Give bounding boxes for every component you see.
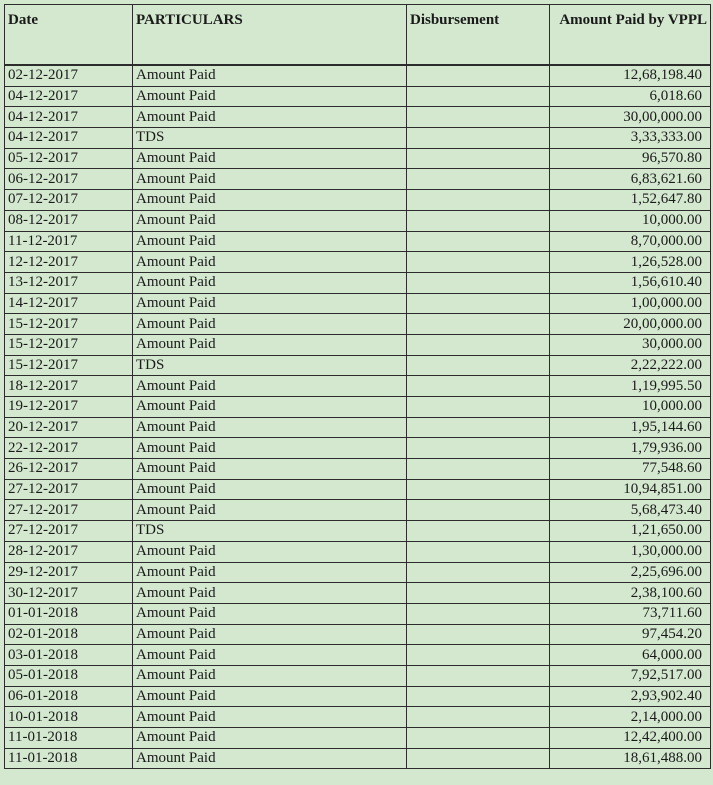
cell-particulars: Amount Paid [133, 541, 407, 562]
cell-amount: 1,30,000.00 [550, 541, 711, 562]
table-row [5, 86, 711, 107]
cell-amount: 1,26,528.00 [550, 252, 711, 273]
cell-particulars: Amount Paid [133, 645, 407, 666]
cell-date: 27-12-2017 [5, 521, 133, 542]
cell-particulars: Amount Paid [133, 624, 407, 645]
cell-date: 29-12-2017 [5, 562, 133, 583]
cell-particulars: Amount Paid [133, 252, 407, 273]
cell-amount: 64,000.00 [550, 645, 711, 666]
table-row [5, 252, 711, 273]
cell-disbursement [407, 86, 550, 107]
cell-disbursement [407, 603, 550, 624]
cell-disbursement [407, 272, 550, 293]
cell-particulars: Amount Paid [133, 293, 407, 314]
cell-particulars: Amount Paid [133, 707, 407, 728]
table-row [5, 521, 711, 542]
cell-date: 07-12-2017 [5, 190, 133, 211]
cell-date: 19-12-2017 [5, 397, 133, 418]
cell-particulars: Amount Paid [133, 65, 407, 86]
cell-disbursement [407, 417, 550, 438]
cell-disbursement [407, 624, 550, 645]
cell-particulars: TDS [133, 355, 407, 376]
cell-disbursement [407, 190, 550, 211]
cell-disbursement [407, 521, 550, 542]
cell-amount: 2,93,902.40 [550, 686, 711, 707]
cell-disbursement [407, 562, 550, 583]
cell-particulars: Amount Paid [133, 272, 407, 293]
cell-date: 26-12-2017 [5, 459, 133, 480]
cell-amount: 1,95,144.60 [550, 417, 711, 438]
cell-date: 06-01-2018 [5, 686, 133, 707]
cell-particulars: Amount Paid [133, 686, 407, 707]
cell-date: 30-12-2017 [5, 583, 133, 604]
cell-disbursement [407, 438, 550, 459]
cell-date: 05-01-2018 [5, 665, 133, 686]
cell-disbursement [407, 479, 550, 500]
cell-date: 13-12-2017 [5, 272, 133, 293]
cell-date: 11-01-2018 [5, 748, 133, 769]
cell-date: 14-12-2017 [5, 293, 133, 314]
cell-disbursement [407, 293, 550, 314]
table-row [5, 645, 711, 666]
table-row [5, 583, 711, 604]
header-row [5, 5, 711, 66]
cell-date: 05-12-2017 [5, 148, 133, 169]
cell-particulars: Amount Paid [133, 438, 407, 459]
cell-disbursement [407, 169, 550, 190]
cell-particulars: Amount Paid [133, 459, 407, 480]
table-row [5, 376, 711, 397]
cell-particulars: Amount Paid [133, 231, 407, 252]
cell-particulars: Amount Paid [133, 397, 407, 418]
cell-amount: 2,22,222.00 [550, 355, 711, 376]
cell-amount: 73,711.60 [550, 603, 711, 624]
cell-amount: 1,52,647.80 [550, 190, 711, 211]
cell-date: 10-01-2018 [5, 707, 133, 728]
table-row [5, 748, 711, 769]
cell-amount: 10,000.00 [550, 397, 711, 418]
table-row [5, 459, 711, 480]
payments-table [4, 4, 711, 769]
table-row [5, 355, 711, 376]
header-amount-paid: Amount Paid by VPPL [550, 5, 711, 66]
table-body [5, 65, 711, 769]
table-row [5, 728, 711, 749]
cell-particulars: Amount Paid [133, 190, 407, 211]
cell-date: 15-12-2017 [5, 314, 133, 335]
cell-disbursement [407, 231, 550, 252]
cell-date: 11-12-2017 [5, 231, 133, 252]
table-row [5, 562, 711, 583]
cell-particulars: Amount Paid [133, 748, 407, 769]
header-particulars: PARTICULARS [133, 5, 407, 66]
cell-date: 27-12-2017 [5, 500, 133, 521]
table-row [5, 417, 711, 438]
cell-disbursement [407, 314, 550, 335]
cell-disbursement [407, 65, 550, 86]
cell-amount: 1,21,650.00 [550, 521, 711, 542]
table-row [5, 603, 711, 624]
cell-amount: 10,000.00 [550, 210, 711, 231]
table-row [5, 334, 711, 355]
cell-particulars: Amount Paid [133, 148, 407, 169]
table-row [5, 438, 711, 459]
cell-disbursement [407, 583, 550, 604]
cell-disbursement [407, 148, 550, 169]
table-row [5, 169, 711, 190]
cell-amount: 2,25,696.00 [550, 562, 711, 583]
cell-date: 18-12-2017 [5, 376, 133, 397]
table-row [5, 210, 711, 231]
cell-particulars: Amount Paid [133, 603, 407, 624]
cell-date: 27-12-2017 [5, 479, 133, 500]
cell-disbursement [407, 107, 550, 128]
table-row [5, 686, 711, 707]
table-row [5, 128, 711, 149]
cell-date: 02-12-2017 [5, 65, 133, 86]
cell-particulars: TDS [133, 521, 407, 542]
cell-disbursement [407, 707, 550, 728]
table-row [5, 624, 711, 645]
cell-date: 15-12-2017 [5, 334, 133, 355]
cell-amount: 10,94,851.00 [550, 479, 711, 500]
table-row [5, 665, 711, 686]
cell-disbursement [407, 252, 550, 273]
table-row [5, 231, 711, 252]
table-row [5, 190, 711, 211]
table-row [5, 541, 711, 562]
cell-amount: 1,19,995.50 [550, 376, 711, 397]
cell-disbursement [407, 459, 550, 480]
cell-particulars: Amount Paid [133, 728, 407, 749]
cell-particulars: Amount Paid [133, 417, 407, 438]
cell-amount: 30,000.00 [550, 334, 711, 355]
cell-particulars: Amount Paid [133, 169, 407, 190]
cell-amount: 30,00,000.00 [550, 107, 711, 128]
cell-amount: 6,018.60 [550, 86, 711, 107]
cell-disbursement [407, 500, 550, 521]
cell-date: 12-12-2017 [5, 252, 133, 273]
table-row [5, 500, 711, 521]
cell-amount: 8,70,000.00 [550, 231, 711, 252]
table-row [5, 293, 711, 314]
cell-particulars: Amount Paid [133, 376, 407, 397]
cell-date: 04-12-2017 [5, 128, 133, 149]
cell-date: 03-01-2018 [5, 645, 133, 666]
table-row [5, 272, 711, 293]
cell-amount: 20,00,000.00 [550, 314, 711, 335]
cell-particulars: Amount Paid [133, 562, 407, 583]
header-disbursement: Disbursement [407, 5, 550, 66]
cell-disbursement [407, 355, 550, 376]
cell-amount: 7,92,517.00 [550, 665, 711, 686]
cell-particulars: Amount Paid [133, 583, 407, 604]
table-row [5, 479, 711, 500]
cell-amount: 12,68,198.40 [550, 65, 711, 86]
cell-amount: 97,454.20 [550, 624, 711, 645]
cell-amount: 5,68,473.40 [550, 500, 711, 521]
cell-disbursement [407, 665, 550, 686]
cell-date: 04-12-2017 [5, 107, 133, 128]
cell-particulars: TDS [133, 128, 407, 149]
table-row [5, 148, 711, 169]
cell-amount: 77,548.60 [550, 459, 711, 480]
cell-amount: 18,61,488.00 [550, 748, 711, 769]
cell-amount: 6,83,621.60 [550, 169, 711, 190]
cell-particulars: Amount Paid [133, 334, 407, 355]
cell-particulars: Amount Paid [133, 210, 407, 231]
cell-particulars: Amount Paid [133, 479, 407, 500]
cell-disbursement [407, 541, 550, 562]
cell-date: 01-01-2018 [5, 603, 133, 624]
cell-disbursement [407, 334, 550, 355]
cell-date: 20-12-2017 [5, 417, 133, 438]
header-date: Date [5, 5, 133, 66]
table-header [5, 5, 711, 66]
cell-disbursement [407, 686, 550, 707]
cell-disbursement [407, 397, 550, 418]
table-row [5, 397, 711, 418]
cell-disbursement [407, 728, 550, 749]
cell-date: 15-12-2017 [5, 355, 133, 376]
cell-amount: 3,33,333.00 [550, 128, 711, 149]
cell-amount: 1,00,000.00 [550, 293, 711, 314]
cell-date: 02-01-2018 [5, 624, 133, 645]
cell-particulars: Amount Paid [133, 107, 407, 128]
cell-disbursement [407, 128, 550, 149]
cell-date: 11-01-2018 [5, 728, 133, 749]
cell-date: 06-12-2017 [5, 169, 133, 190]
cell-disbursement [407, 645, 550, 666]
cell-amount: 96,570.80 [550, 148, 711, 169]
table-row [5, 65, 711, 86]
cell-date: 04-12-2017 [5, 86, 133, 107]
table-row [5, 707, 711, 728]
cell-date: 28-12-2017 [5, 541, 133, 562]
cell-disbursement [407, 748, 550, 769]
cell-particulars: Amount Paid [133, 314, 407, 335]
cell-particulars: Amount Paid [133, 500, 407, 521]
cell-date: 08-12-2017 [5, 210, 133, 231]
cell-date: 22-12-2017 [5, 438, 133, 459]
cell-particulars: Amount Paid [133, 665, 407, 686]
cell-disbursement [407, 376, 550, 397]
table-row [5, 314, 711, 335]
cell-amount: 1,79,936.00 [550, 438, 711, 459]
cell-amount: 12,42,400.00 [550, 728, 711, 749]
table-row [5, 107, 711, 128]
cell-disbursement [407, 210, 550, 231]
cell-amount: 2,38,100.60 [550, 583, 711, 604]
cell-amount: 2,14,000.00 [550, 707, 711, 728]
cell-particulars: Amount Paid [133, 86, 407, 107]
cell-amount: 1,56,610.40 [550, 272, 711, 293]
